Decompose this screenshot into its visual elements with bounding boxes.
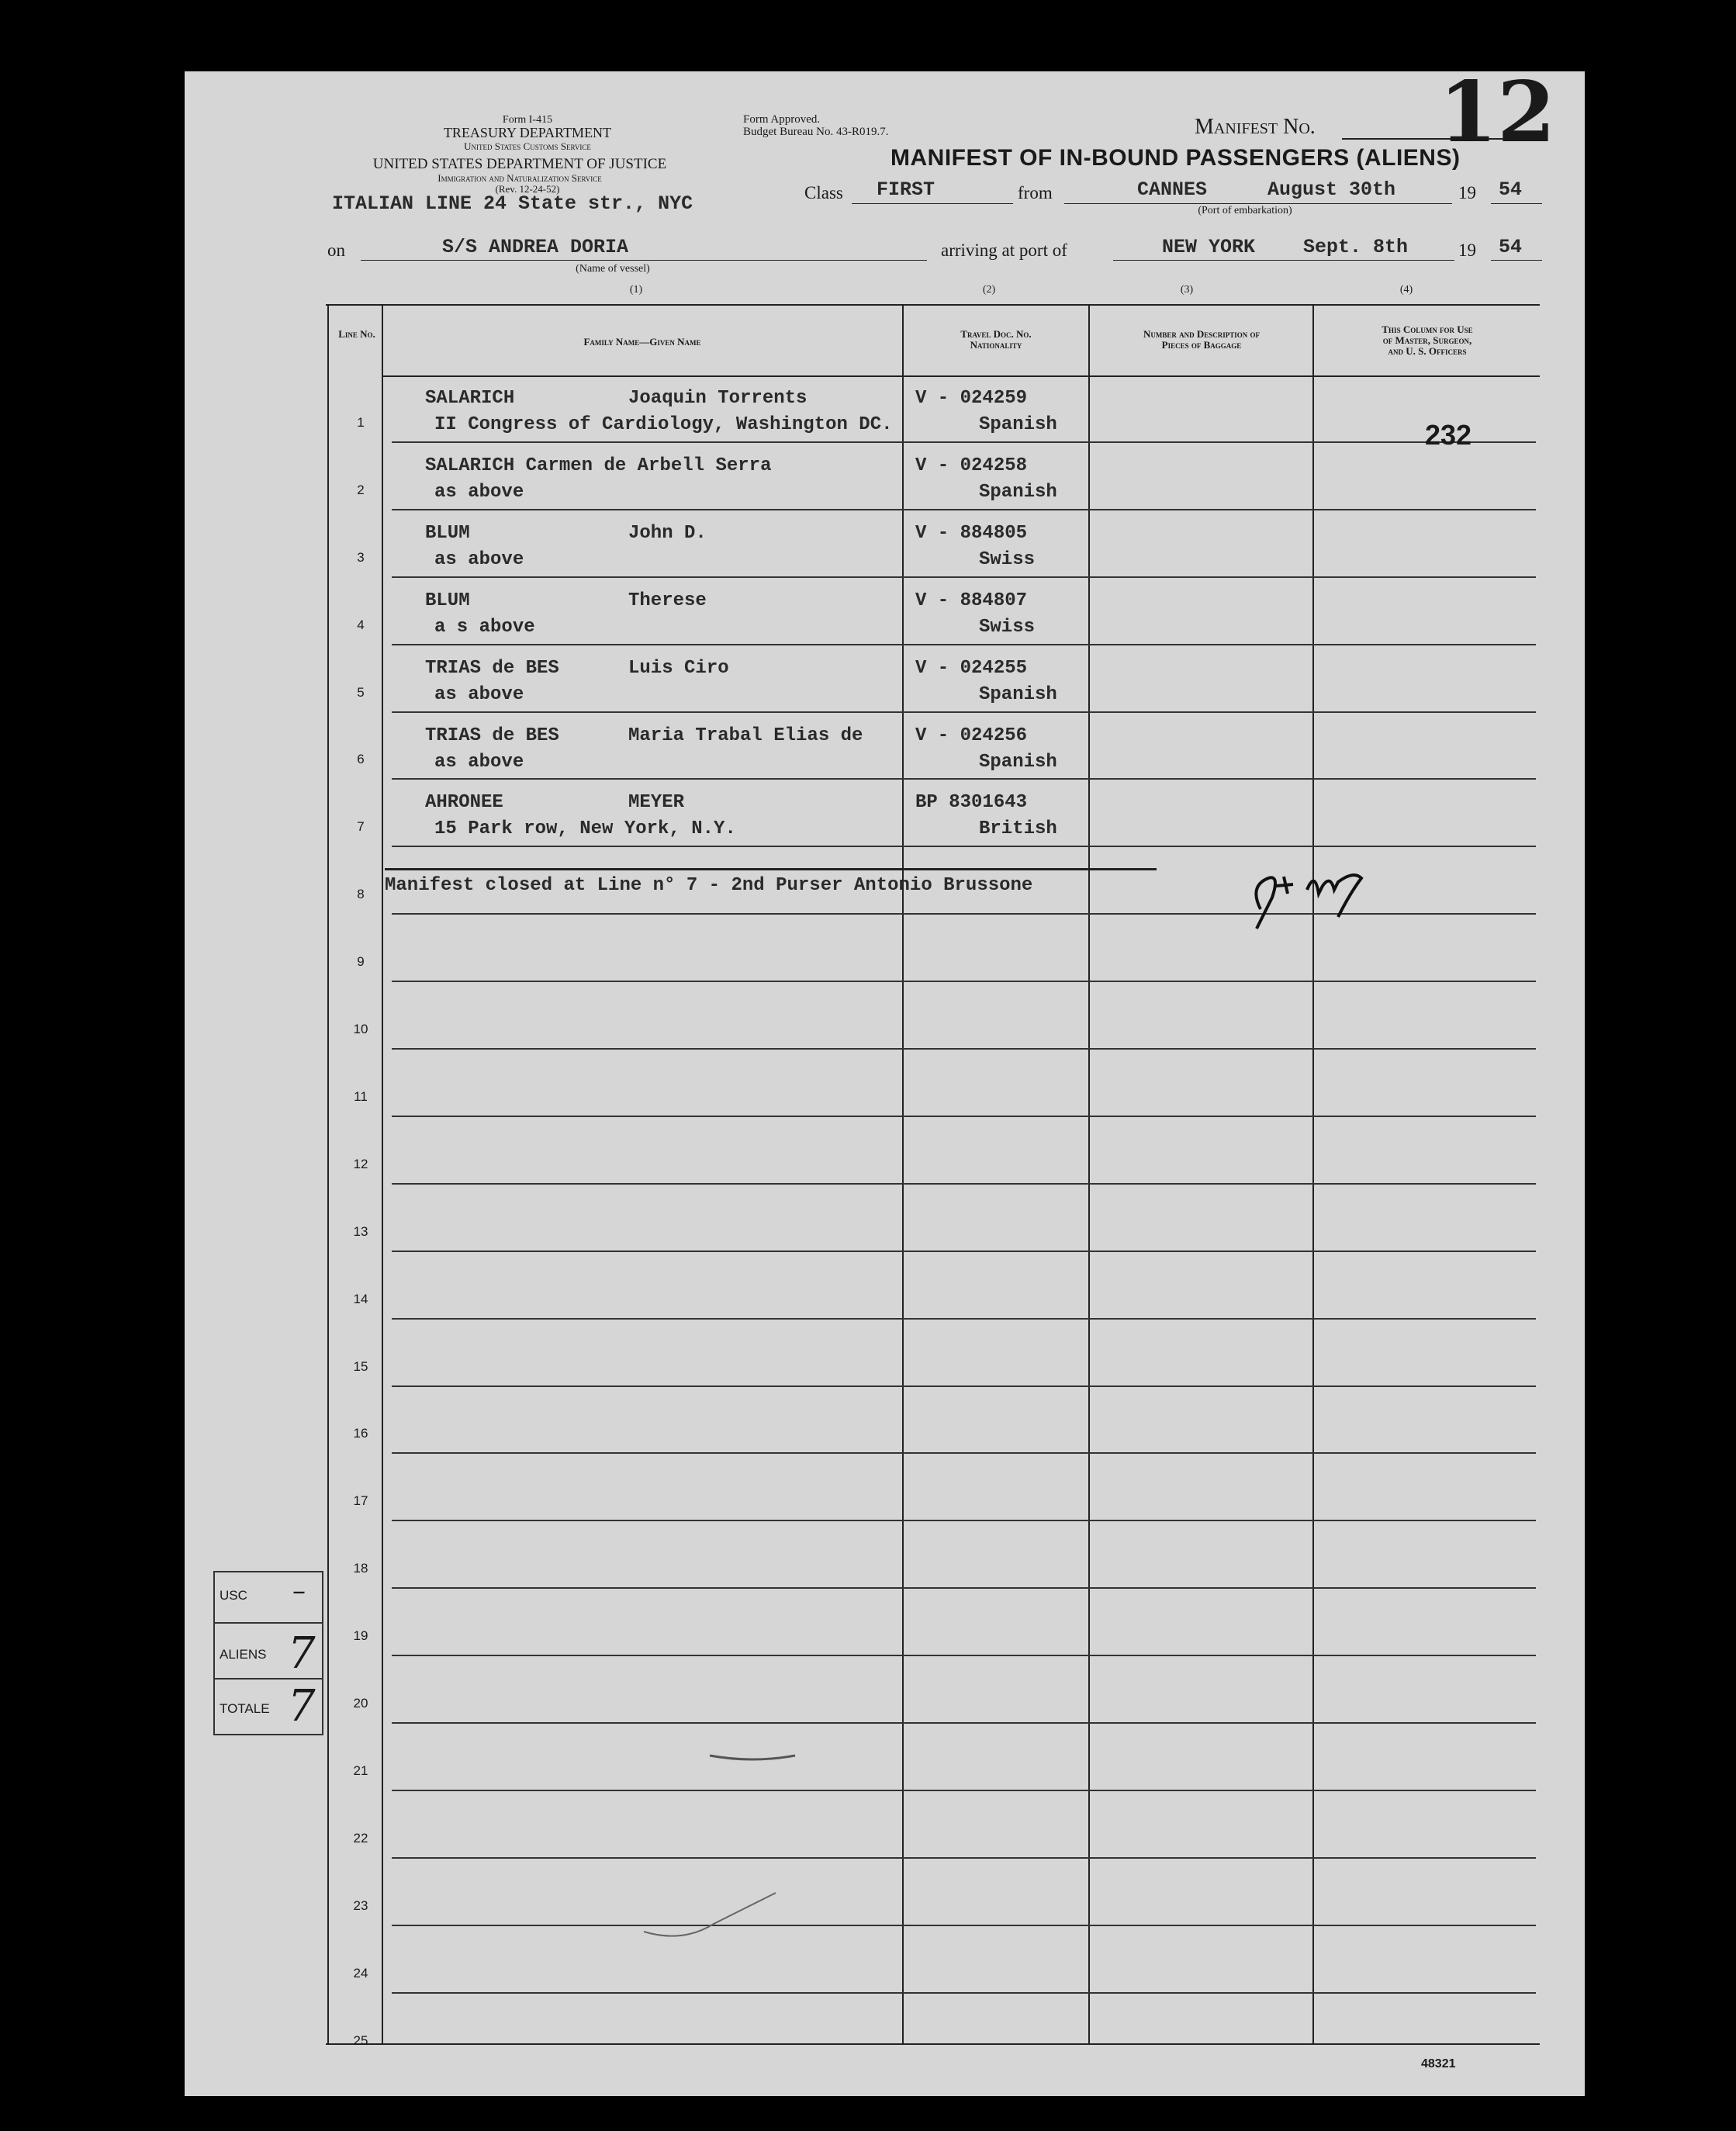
tally-usc-row bbox=[215, 1572, 322, 1624]
row-rule bbox=[392, 1587, 1536, 1589]
line-number: 20 bbox=[353, 1696, 368, 1711]
year-underline bbox=[1491, 203, 1542, 204]
line-number: 13 bbox=[353, 1223, 368, 1239]
row-rule bbox=[392, 1318, 1536, 1320]
vessel-caption: (Name of vessel) bbox=[576, 263, 650, 275]
pencil-mark bbox=[636, 1885, 791, 1947]
from-label: from bbox=[1018, 183, 1053, 202]
passenger-remark: as above bbox=[434, 683, 524, 705]
line-number: 5 bbox=[357, 684, 365, 700]
passenger-given-name: MEYER bbox=[628, 792, 685, 814]
nationality: Swiss bbox=[979, 616, 1036, 638]
tally-stamp bbox=[213, 1571, 323, 1735]
row-rule bbox=[392, 1116, 1536, 1117]
line-number: 22 bbox=[353, 1830, 368, 1846]
line-number: 4 bbox=[357, 617, 365, 632]
passenger-family-name: BLUM bbox=[425, 522, 470, 544]
line-number: 25 bbox=[353, 2032, 368, 2048]
closing-note: Manifest closed at Line n° 7 - 2nd Purser Antonio Brussone bbox=[385, 875, 1033, 896]
class-label: Class bbox=[804, 183, 843, 202]
passenger-family-name: SALARICH Carmen de Arbell Serra bbox=[425, 455, 772, 476]
row-rule bbox=[392, 1452, 1536, 1454]
shipping-agent: ITALIAN LINE 24 State str., NYC bbox=[332, 192, 693, 215]
form-revision: (Rev. 12-24-52) bbox=[495, 183, 560, 195]
col-header-baggage: Number and Description of Pieces of Baggage bbox=[1143, 328, 1261, 351]
line-number: 24 bbox=[353, 1965, 368, 1981]
row-rule bbox=[392, 1722, 1536, 1724]
passenger-given-name: Maria Trabal Elias de bbox=[628, 725, 863, 746]
nationality: Spanish bbox=[979, 414, 1057, 435]
row-rule bbox=[392, 644, 1536, 645]
row-rule bbox=[392, 441, 1536, 443]
line-number: 11 bbox=[354, 1088, 368, 1104]
col-header-travel-doc: Travel Doc. No. Nationality bbox=[960, 328, 1032, 351]
passenger-given-name: John D. bbox=[628, 522, 707, 544]
arrival-underline bbox=[1113, 260, 1454, 261]
arriving-label: arriving at port of bbox=[941, 240, 1067, 260]
nationality: Spanish bbox=[979, 683, 1057, 705]
col-header-line-no: Line No. bbox=[338, 328, 375, 340]
travel-doc-number: V - 024258 bbox=[915, 455, 1028, 476]
col-number-3: (3) bbox=[1180, 284, 1194, 296]
table-left-border bbox=[327, 304, 329, 2043]
passenger-given-name: Luis Ciro bbox=[628, 657, 729, 679]
line-number: 1 bbox=[357, 414, 365, 430]
nationality: British bbox=[979, 818, 1057, 840]
passenger-given-name: Therese bbox=[628, 590, 707, 611]
line-number: 15 bbox=[353, 1358, 368, 1374]
col-header-officers: This Column for Use of Master, Surgeon, and U. S. Officers bbox=[1382, 323, 1473, 357]
row-rule bbox=[392, 1520, 1536, 1521]
col-divider-doc bbox=[1088, 304, 1090, 2043]
line-number: 23 bbox=[353, 1897, 368, 1913]
row-rule bbox=[392, 1992, 1536, 1994]
dept-customs: United States Customs Service bbox=[464, 140, 591, 152]
line-number: 16 bbox=[353, 1426, 368, 1441]
dept-ins: Immigration and Naturalization Service bbox=[437, 172, 602, 184]
tally-total-row bbox=[215, 1680, 322, 1732]
line-number: 17 bbox=[353, 1493, 368, 1509]
col-number-2: (2) bbox=[982, 284, 996, 296]
dept-treasury: TREASURY DEPARTMENT bbox=[443, 125, 612, 140]
tally-total-label: TOTALE bbox=[220, 1701, 270, 1716]
budget-bureau: Budget Bureau No. 43-R019.7. bbox=[743, 126, 889, 138]
line-number: 6 bbox=[357, 752, 365, 767]
row-rule bbox=[392, 1857, 1536, 1859]
row-rule bbox=[392, 1790, 1536, 1791]
tally-aliens-label: ALIENS bbox=[220, 1647, 267, 1662]
manifest-number: 12 bbox=[1439, 64, 1556, 161]
line-number: 12 bbox=[353, 1156, 368, 1171]
departure-year: 54 bbox=[1499, 178, 1523, 201]
row-rule bbox=[392, 509, 1536, 510]
travel-doc-number: V - 884807 bbox=[915, 590, 1028, 611]
tally-total-value: 7 bbox=[288, 1681, 316, 1731]
nationality: Swiss bbox=[979, 548, 1036, 570]
passenger-given-name: Joaquin Torrents bbox=[628, 388, 807, 409]
vessel-underline bbox=[361, 260, 927, 261]
row-rule bbox=[392, 846, 1536, 847]
form-approved: Form Approved. bbox=[743, 113, 821, 126]
line-number: 18 bbox=[353, 1561, 368, 1576]
line-number: 2 bbox=[357, 482, 365, 497]
passenger-family-name: TRIAS de BES bbox=[425, 725, 559, 746]
pencil-mark bbox=[706, 1744, 799, 1767]
header-bottom-rule bbox=[382, 375, 1540, 377]
passenger-family-name: SALARICH bbox=[425, 388, 515, 409]
footer-print-code: 48321 bbox=[1421, 2057, 1456, 2070]
travel-doc-number: V - 884805 bbox=[915, 522, 1028, 544]
closing-rule bbox=[385, 868, 1157, 870]
line-number: 8 bbox=[357, 887, 365, 902]
passenger-remark: as above bbox=[434, 548, 524, 570]
arrival-year: 54 bbox=[1499, 236, 1523, 258]
col-number-1: (1) bbox=[629, 284, 643, 296]
passenger-remark: 15 Park row, New York, N.Y. bbox=[434, 818, 736, 840]
row-rule bbox=[392, 1655, 1536, 1656]
departure-date: August 30th bbox=[1267, 178, 1396, 201]
arrival-year-prefix: 19 bbox=[1458, 240, 1476, 260]
class-value: FIRST bbox=[877, 178, 935, 201]
row-rule bbox=[392, 1251, 1536, 1252]
row-rule bbox=[392, 1925, 1536, 1926]
port-embarkation: CANNES bbox=[1137, 178, 1208, 201]
vessel-name: S/S ANDREA DORIA bbox=[442, 236, 629, 258]
row-rule bbox=[392, 1183, 1536, 1185]
col-header-name: Family Name—Given Name bbox=[583, 336, 701, 348]
col-number-4: (4) bbox=[1399, 284, 1413, 296]
tally-usc-value: – bbox=[292, 1576, 306, 1607]
passenger-remark: II Congress of Cardiology, Washington DC. bbox=[434, 414, 893, 435]
nationality: Spanish bbox=[979, 481, 1057, 503]
from-underline bbox=[1064, 203, 1452, 204]
table-bottom-border bbox=[326, 2043, 1540, 2045]
travel-doc-number: V - 024256 bbox=[915, 725, 1028, 746]
row-rule bbox=[392, 981, 1536, 982]
line-number: 7 bbox=[357, 819, 365, 835]
col-divider-line bbox=[382, 304, 383, 2043]
row-rule bbox=[392, 1385, 1536, 1387]
col-divider-name bbox=[902, 304, 904, 2043]
passenger-family-name: AHRONEE bbox=[425, 792, 503, 814]
passenger-remark: a s above bbox=[434, 616, 535, 638]
nationality: Spanish bbox=[979, 751, 1057, 773]
purser-signature bbox=[1245, 863, 1385, 932]
travel-doc-number: V - 024259 bbox=[915, 388, 1028, 409]
arrival-date: Sept. 8th bbox=[1303, 236, 1409, 258]
line-number: 10 bbox=[353, 1022, 368, 1036]
passenger-family-name: TRIAS de BES bbox=[425, 657, 559, 679]
form-number: Form I-415 bbox=[502, 114, 553, 126]
line-number: 9 bbox=[357, 954, 365, 970]
arrival-port: NEW YORK bbox=[1162, 236, 1256, 258]
row-rule bbox=[392, 711, 1536, 713]
port-caption: (Port of embarkation) bbox=[1198, 205, 1292, 216]
travel-doc-number: V - 024255 bbox=[915, 657, 1028, 679]
class-underline bbox=[852, 203, 1013, 204]
travel-doc-number: BP 8301643 bbox=[915, 792, 1028, 814]
arrival-year-underline bbox=[1491, 260, 1542, 261]
passenger-remark: as above bbox=[434, 481, 524, 503]
table-top-border bbox=[326, 304, 1540, 306]
officer-note: 232 bbox=[1425, 419, 1472, 451]
year-prefix: 19 bbox=[1458, 183, 1476, 202]
dept-justice: UNITED STATES DEPARTMENT OF JUSTICE bbox=[372, 156, 667, 172]
line-number: 3 bbox=[357, 549, 365, 565]
passenger-remark: as above bbox=[434, 751, 524, 773]
manifest-no-label: Manifest No. bbox=[1195, 115, 1316, 139]
tally-usc-label: USC bbox=[220, 1588, 247, 1603]
line-number: 19 bbox=[353, 1628, 368, 1644]
row-rule bbox=[392, 778, 1536, 780]
line-number: 21 bbox=[353, 1763, 368, 1778]
line-number: 14 bbox=[353, 1291, 368, 1306]
passenger-family-name: BLUM bbox=[425, 590, 470, 611]
row-rule bbox=[392, 1048, 1536, 1050]
tally-aliens-row bbox=[215, 1624, 322, 1680]
tally-aliens-value: 7 bbox=[288, 1628, 316, 1679]
form-title: MANIFEST OF IN-BOUND PASSENGERS (ALIENS) bbox=[890, 145, 1461, 171]
row-rule bbox=[392, 576, 1536, 578]
col-divider-baggage bbox=[1312, 304, 1314, 2043]
on-label: on bbox=[327, 240, 345, 260]
